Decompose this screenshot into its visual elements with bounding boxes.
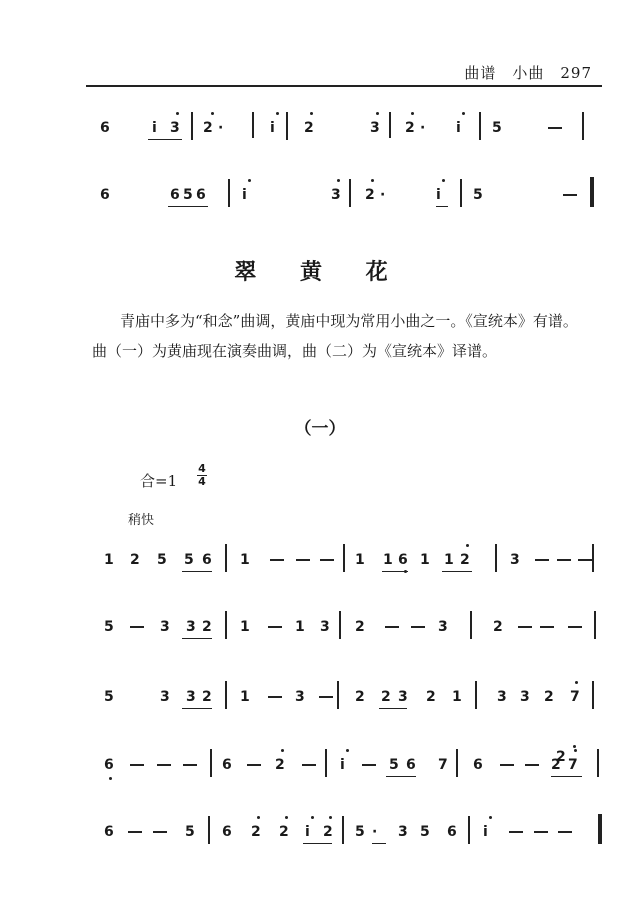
note: 1	[420, 552, 430, 568]
octave-dot	[257, 816, 260, 819]
beam-underline	[148, 139, 182, 140]
barline	[286, 112, 288, 140]
note: i	[456, 120, 461, 136]
octave-dot	[329, 816, 332, 819]
note: 3	[320, 619, 330, 635]
score-system-5	[0, 677, 640, 737]
sustain-dash	[268, 626, 282, 628]
note: i	[483, 824, 488, 840]
note: 6	[473, 757, 483, 773]
barline	[475, 681, 477, 709]
score-system-4	[0, 607, 640, 667]
sustain-dash	[534, 831, 548, 833]
beam-underline	[379, 708, 407, 709]
beam-underline	[182, 638, 212, 639]
note: 6	[222, 757, 232, 773]
score-system-6	[0, 745, 640, 805]
note: 2	[365, 187, 375, 203]
note: 3	[186, 619, 196, 635]
sustain-dash	[270, 559, 284, 561]
note: 6	[406, 757, 416, 773]
beam-underline	[551, 776, 582, 777]
barline	[582, 112, 584, 140]
note: 6	[196, 187, 206, 203]
page-header	[0, 0, 640, 95]
sustain-dash	[130, 626, 144, 628]
sustain-dash	[247, 764, 261, 766]
octave-dot	[489, 816, 492, 819]
barline	[225, 611, 227, 639]
sustain-dash	[268, 696, 282, 698]
barline	[389, 112, 391, 138]
sustain-dash	[128, 831, 142, 833]
sustain-dash	[320, 559, 334, 561]
score-system-3	[0, 540, 640, 600]
note: 6	[104, 824, 114, 840]
note: 5	[492, 120, 502, 136]
note: 3	[170, 120, 180, 136]
octave-dot	[462, 112, 465, 115]
octave-dot	[248, 179, 251, 182]
beam-underline	[182, 708, 212, 709]
note: 3	[331, 187, 341, 203]
barline	[597, 749, 599, 777]
octave-dot	[574, 749, 577, 752]
note: 1	[240, 619, 250, 635]
octave-dot	[371, 179, 374, 182]
note: 3	[370, 120, 380, 136]
final-barline	[590, 177, 594, 207]
note: i	[436, 187, 441, 203]
note: 3	[398, 824, 408, 840]
octave-dot	[575, 681, 578, 684]
note: 1	[383, 552, 393, 568]
note: 5	[104, 619, 114, 635]
note: 3	[186, 689, 196, 705]
time-signature-bottom: 4	[198, 475, 206, 488]
octave-dot	[285, 816, 288, 819]
note: 2	[304, 120, 314, 136]
barline	[252, 112, 254, 138]
note: 3	[398, 689, 408, 705]
note: ·	[218, 120, 224, 136]
sustain-dash	[157, 764, 171, 766]
barline	[495, 544, 497, 572]
intro-paragraph: 青庙中多为“和念”曲调，黄庙中现为常用小曲之一。《宣统本》有谱。曲（一）为黄庙现在演奏曲调，曲（二）为《宣统本》译谱。	[92, 312, 578, 360]
barline	[225, 544, 227, 572]
note: 2	[556, 749, 566, 765]
note: 6	[100, 120, 110, 136]
sustain-dash	[509, 831, 523, 833]
note: 5	[184, 552, 194, 568]
beam-underline	[168, 206, 208, 207]
key-signature: 合=1	[140, 472, 178, 490]
note: 2	[551, 757, 561, 773]
low-octave-dot	[573, 745, 576, 748]
barline	[339, 611, 341, 639]
note: 1	[240, 689, 250, 705]
note: 7	[570, 689, 580, 705]
note: 5	[157, 552, 167, 568]
barline	[225, 681, 227, 709]
note: ·	[420, 120, 426, 136]
note: 2	[460, 552, 470, 568]
note: 3	[295, 689, 305, 705]
octave-dot	[276, 112, 279, 115]
octave-dot	[311, 816, 314, 819]
part-label: （一）	[294, 419, 346, 439]
note: 2	[355, 689, 365, 705]
sustain-dash	[557, 559, 571, 561]
note: 6	[170, 187, 180, 203]
note: 2	[493, 619, 503, 635]
note: 2	[202, 619, 212, 635]
note: 2	[203, 120, 213, 136]
note: 2	[130, 552, 140, 568]
octave-dot	[337, 179, 340, 182]
sustain-dash	[548, 127, 562, 129]
note: i	[242, 187, 247, 203]
note: 3	[160, 619, 170, 635]
running-head: 曲谱 小曲 297	[464, 64, 592, 82]
note: 6	[104, 757, 114, 773]
note: 1	[240, 552, 250, 568]
note: 3	[160, 689, 170, 705]
barline	[594, 611, 596, 639]
barline	[343, 544, 345, 572]
score-system-2	[0, 175, 640, 235]
note: 5	[355, 824, 365, 840]
sustain-dash	[411, 626, 425, 628]
note: 3	[497, 689, 507, 705]
note: 5	[185, 824, 195, 840]
note: 5	[389, 757, 399, 773]
note: 1	[452, 689, 462, 705]
note: i	[305, 824, 310, 840]
sustain-dash	[563, 194, 577, 196]
note: 2	[544, 689, 554, 705]
note: i	[340, 757, 345, 773]
note: 1	[444, 552, 454, 568]
time-signature-top: 4	[198, 462, 206, 475]
note: i	[270, 120, 275, 136]
octave-dot	[466, 544, 469, 547]
note: 2	[355, 619, 365, 635]
barline	[228, 179, 230, 207]
note: 7	[568, 757, 578, 773]
barline	[592, 681, 594, 709]
sustain-dash	[296, 559, 310, 561]
note: 2	[275, 757, 285, 773]
sustain-dash	[385, 626, 399, 628]
note: 2	[251, 824, 261, 840]
note: 1	[295, 619, 305, 635]
note: 2	[279, 824, 289, 840]
sustain-dash	[130, 764, 144, 766]
note: ·	[380, 187, 386, 203]
score-system-7	[0, 812, 640, 872]
note: 2	[426, 689, 436, 705]
sustain-dash	[535, 559, 549, 561]
low-octave-dot	[404, 570, 407, 573]
octave-dot	[176, 112, 179, 115]
beam-underline	[386, 776, 416, 777]
final-barline	[598, 814, 602, 844]
octave-dot	[346, 749, 349, 752]
note: 6	[100, 187, 110, 203]
sustain-dash	[500, 764, 514, 766]
note: 5	[420, 824, 430, 840]
beam-underline	[436, 206, 448, 207]
sustain-dash	[153, 831, 167, 833]
octave-dot	[376, 112, 379, 115]
sustain-dash	[540, 626, 554, 628]
note: 5	[183, 187, 193, 203]
barline	[210, 749, 212, 777]
score-system-1	[0, 108, 640, 168]
barline	[208, 816, 210, 844]
barline	[342, 816, 344, 844]
barline	[479, 112, 481, 140]
note: i	[152, 120, 157, 136]
tempo-marking: 稍快	[128, 513, 155, 528]
barline	[337, 681, 339, 709]
note: 5	[104, 689, 114, 705]
sustain-dash	[578, 559, 592, 561]
barline	[349, 179, 351, 207]
sustain-dash	[568, 626, 582, 628]
barline	[470, 611, 472, 639]
barline	[191, 112, 193, 140]
note: 5	[473, 187, 483, 203]
note: 3	[520, 689, 530, 705]
sustain-dash	[525, 764, 539, 766]
octave-dot	[442, 179, 445, 182]
sustain-dash	[362, 764, 376, 766]
note: 1	[355, 552, 365, 568]
note: 6	[202, 552, 212, 568]
sustain-dash	[183, 764, 197, 766]
beam-underline	[303, 843, 332, 844]
beam-underline	[442, 571, 472, 572]
time-signature	[197, 463, 207, 488]
note: 1	[104, 552, 114, 568]
beam-underline	[182, 571, 212, 572]
piece-title: 翠 黄 花	[234, 259, 406, 285]
note: ·	[372, 824, 378, 840]
note: 3	[510, 552, 520, 568]
barline	[325, 749, 327, 777]
barline	[468, 816, 470, 844]
octave-dot	[281, 749, 284, 752]
barline	[460, 179, 462, 207]
note: 6	[398, 552, 408, 568]
low-octave-dot	[109, 777, 112, 780]
octave-dot	[310, 112, 313, 115]
note: 2	[323, 824, 333, 840]
note: 6	[222, 824, 232, 840]
header-rule	[86, 85, 602, 87]
note: 2	[202, 689, 212, 705]
note: 7	[438, 757, 448, 773]
sustain-dash	[518, 626, 532, 628]
sustain-dash	[319, 696, 333, 698]
note: 2	[381, 689, 391, 705]
barline	[456, 749, 458, 777]
sustain-dash	[302, 764, 316, 766]
sustain-dash	[558, 831, 572, 833]
note: 2	[405, 120, 415, 136]
barline	[592, 544, 594, 572]
octave-dot	[411, 112, 414, 115]
note: 3	[438, 619, 448, 635]
note: 6	[447, 824, 457, 840]
octave-dot	[211, 112, 214, 115]
beam-underline	[372, 843, 386, 844]
